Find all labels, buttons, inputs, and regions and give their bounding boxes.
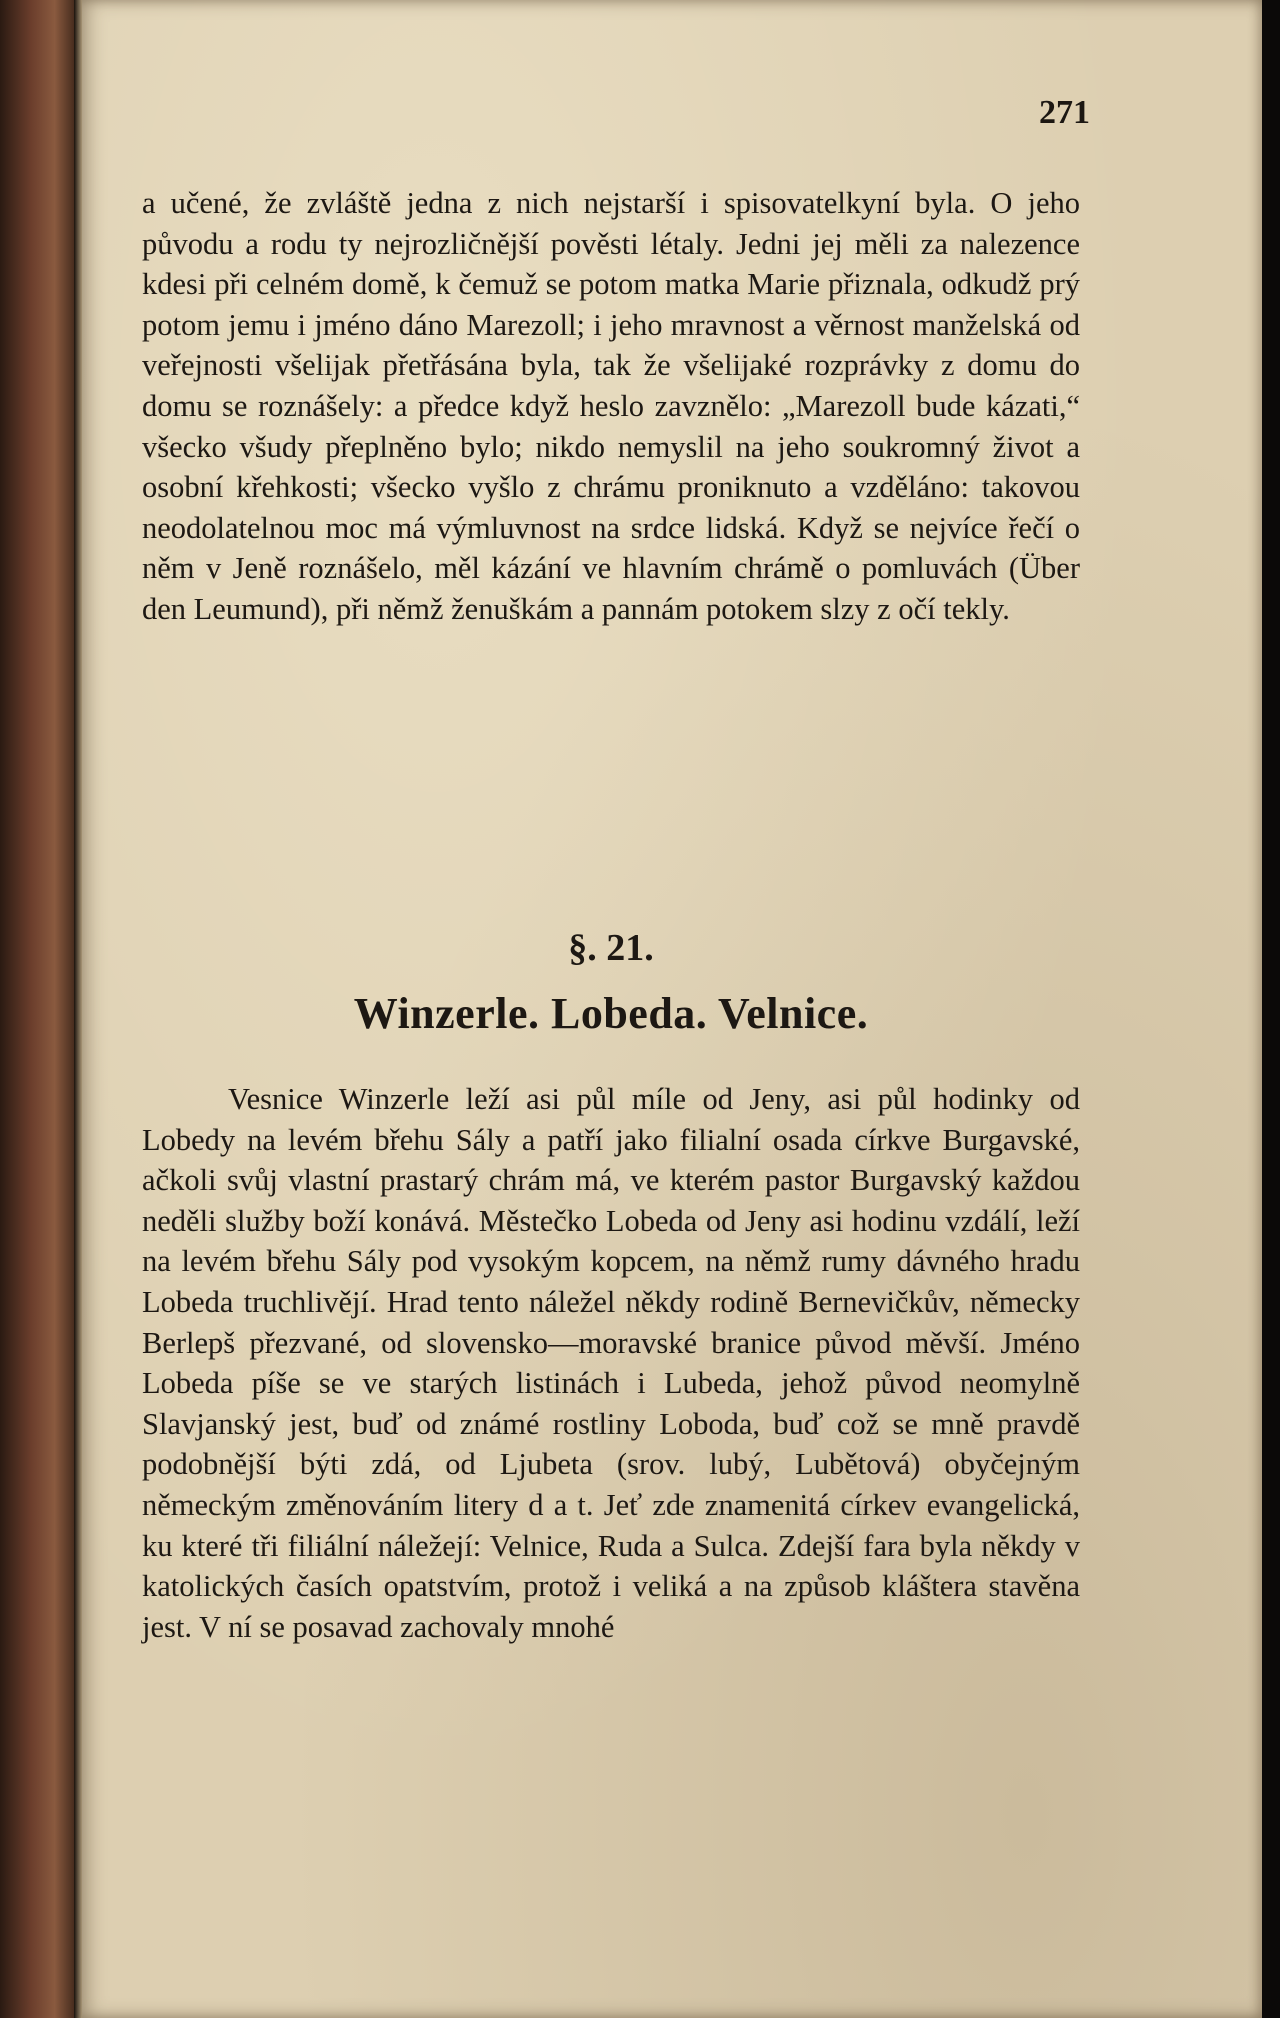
- section-title: Winzerle. Lobeda. Velnice.: [353, 989, 869, 1038]
- page-number: 271: [1039, 94, 1090, 131]
- book-spine: [0, 0, 78, 2018]
- scan-edge: [1262, 0, 1280, 2018]
- paragraph-continuation: [142, 183, 1080, 630]
- section-number: §. 21.: [568, 927, 654, 969]
- paragraph-section-body: [142, 1079, 1080, 1647]
- paragraph-text: a učené, že zvláště jedna z nich nejstarší i spisovatelkyní byla. O jeho původu a rodu ty nejrozličnější pověsti létaly. Jedni jej měli za nalezence kdesi při celném domě, k čemuž se potom matka Marie přiznala, odkudž prý potom jemu i jméno dáno Marezoll; i jeho mravnost a věrnost manželská od veřejnosti všelijak přetřásána byla, tak že všelijaké rozprávky z domu do domu se roznášely: a předce když heslo zavznělo: „Marezoll bude kázati,“ všecko všudy přeplněno bylo; nikdo nemyslil na jeho soukromný život a osobní křehkosti; všecko vyšlo z chrámu proniknuto a vzděláno: takovou neodolatelnou moc má výmluvnost na srdce lidská. Když se nejvíce řečí o něm v Jeně roznášelo, měl kázání ve hlavním chrámě o pomluvách (Über den Leumund), při němž ženuškám a pannám potokem slzy z očí tekly.: [142, 186, 1080, 626]
- paragraph-text: Vesnice Winzerle leží asi půl míle od Jeny, asi půl hodinky od Lobedy na levém břehu Sály a patří jako filialní osada církve Burgavské, ačkoli svůj vlastní prastarý chrám má, ve kterém pastor Burgavský každou neděli služby boží konává. Městečko Lobeda od Jeny asi hodinu vzdálí, leží na levém břehu Sály pod vysokým kopcem, na němž rumy dávného hradu Lobeda truchlivějí. Hrad tento náležel někdy rodině Bernevičkův, německy Berlepš přezvané, od slovensko—moravské branice původ měvší. Jméno Lobeda píše se ve starých listinách i Lubeda, jehož původ neomylně Slavjanský jest, buď od známé rostliny Loboda, buď což se mně pravdě podobnější býti zdá, od Ljubeta (srov. lubý, Lubětová) obyčejným německým změnováním litery d a t. Jeť zde znamenitá církev evangelická, ku které tři filiální náležejí: Velnice, Ruda a Sulca. Zdejší fara byla někdy v katolických časích opatstvím, protož i veliká a na způsob kláštera stavěna jest. V ní se posavad zachovaly mnohé: [142, 1082, 1080, 1644]
